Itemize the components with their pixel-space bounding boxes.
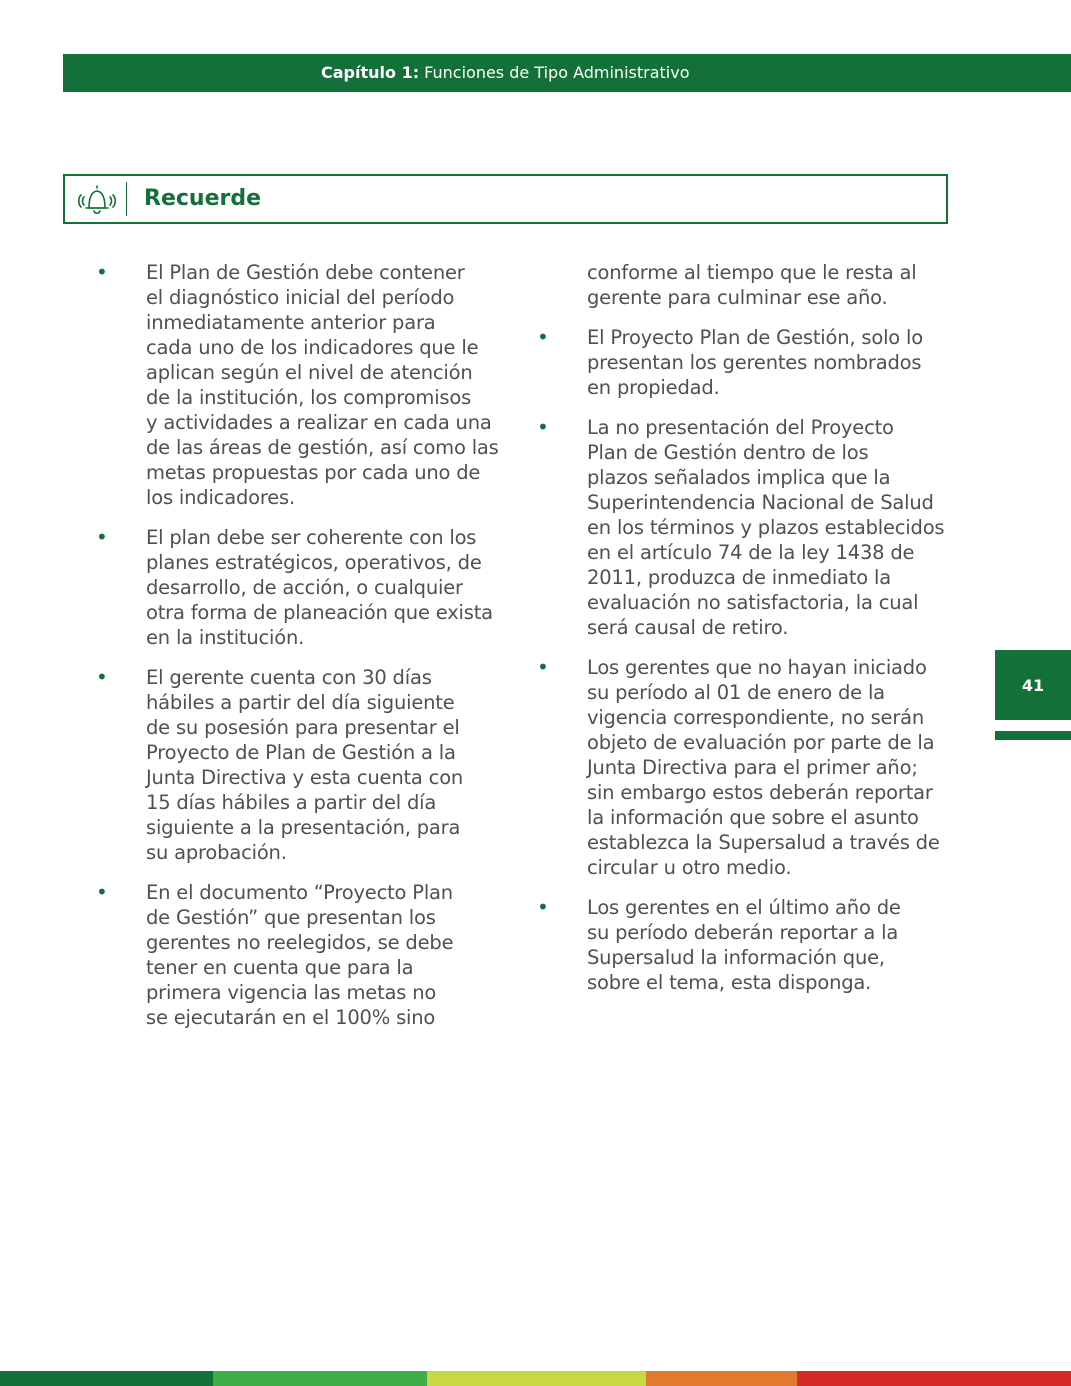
footer-stripe-segment [797, 1371, 1071, 1386]
list-item [533, 655, 953, 880]
bullet-marker: • [537, 415, 549, 439]
list-item-text: Los gerentes que no hayan iniciado su período al 01 de enero de la vigencia correspondiente, no serán objeto de evaluación por parte de la Junta Directiva para el primer año; sin embargo estos deberán reportar la información que sobre el asunto establezca la Supersalud a través de circular u otro medio. [587, 656, 940, 879]
list-item-text: En el documento “Proyecto Plan de Gestión” que presentan los gerentes no reelegidos, se debe tener en cuenta que para la primera vigencia las metas no se ejecutarán en el 100% sino [146, 881, 454, 1029]
page-number-tab [995, 650, 1071, 720]
list-item [92, 880, 512, 1030]
list-item-text: Los gerentes en el último año de su período deberán reportar a la Supersalud la información que, sobre el tema, esta disponga. [587, 896, 901, 994]
recuerde-callout [63, 174, 948, 224]
bullet-marker: • [96, 260, 108, 284]
list-item-text: El gerente cuenta con 30 días hábiles a partir del día siguiente de su posesión para presentar el Proyecto de Plan de Gestión a la Junta Directiva y esta cuenta con 15 días hábiles a partir del día siguiente a la presentación, para su aprobación. [146, 666, 464, 864]
left-column [92, 260, 512, 1045]
list-item [92, 525, 512, 650]
bullet-marker: • [96, 525, 108, 549]
bullet-marker: • [96, 665, 108, 689]
page-tab-underline [995, 731, 1071, 740]
callout-divider [126, 182, 127, 216]
bullet-marker: • [537, 325, 549, 349]
chapter-heading [321, 54, 689, 92]
footer-stripe-segment [213, 1371, 427, 1386]
list-item-text: El Plan de Gestión debe contener el diagnóstico inicial del período inmediatamente anterior para cada uno de los indicadores que le aplican según el nivel de atención de la institución, los compromisos y actividades a realizar en cada una de las áreas de gestión, así como las metas propuestas por cada uno de los indicadores. [146, 261, 499, 509]
callout-title: Recuerde [144, 186, 262, 211]
list-item [92, 665, 512, 865]
list-item [92, 260, 512, 510]
right-bullet-list [533, 260, 953, 995]
right-column [533, 260, 953, 1010]
bullet-marker: • [537, 655, 549, 679]
bullet-marker: • [537, 895, 549, 919]
chapter-header-bar [63, 54, 1071, 92]
list-item-text: El plan debe ser coherente con los planes estratégicos, operativos, de desarrollo, de acción, o cualquier otra forma de planeación que exista en la institución. [146, 526, 493, 649]
footer-color-stripe [0, 1371, 1071, 1386]
list-item-text: La no presentación del Proyecto Plan de Gestión dentro de los plazos señalados implica que la Superintendencia Nacional de Salud en los términos y plazos establecidos en el artículo 74 de la ley 1438 de 2011, produzca de inmediato la evaluación no satisfactoria, la cual será causal de retiro. [587, 416, 945, 639]
list-item [533, 415, 953, 640]
list-item-text: conforme al tiempo que le resta al gerente para culminar ese año. [587, 261, 917, 309]
bell-icon [78, 183, 116, 217]
bullet-marker: • [96, 880, 108, 904]
list-item-text: El Proyecto Plan de Gestión, solo lo presentan los gerentes nombrados en propiedad. [587, 326, 923, 399]
left-bullet-list [92, 260, 512, 1030]
list-item [533, 895, 953, 995]
list-item-continuation [533, 260, 953, 310]
list-item [533, 325, 953, 400]
footer-stripe-segment [0, 1371, 213, 1386]
page-number: 41 [1021, 676, 1045, 695]
chapter-title: Funciones de Tipo Administrativo [419, 63, 690, 82]
footer-stripe-segment [646, 1371, 797, 1386]
chapter-label: Capítulo 1: [321, 63, 420, 82]
footer-stripe-segment [427, 1371, 646, 1386]
